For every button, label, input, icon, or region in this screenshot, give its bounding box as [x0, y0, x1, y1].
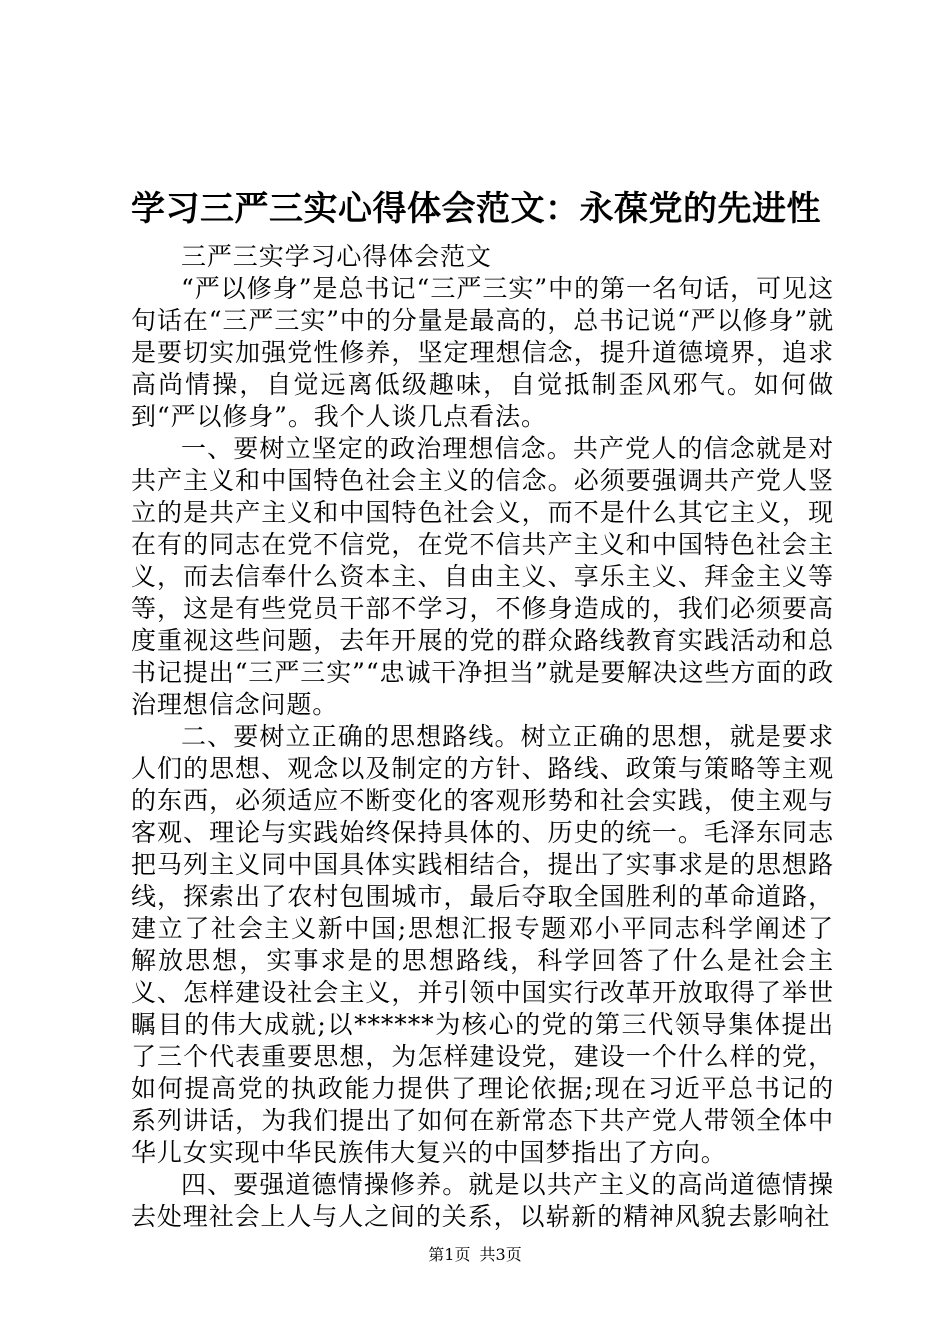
subtitle-paragraph: 三严三实学习心得体会范文 [181, 242, 492, 271]
document-title: 学习三严三实心得体会范文：永葆党的先进性 [131, 189, 821, 229]
section-one-paragraph: 一、要树立坚定的政治理想信念。共产党人的信念就是对共产主义和中国特色社会主义的信念。必须要强调共产党人竖立的是共产主义和中国特色社会义，而不是什么其它主义，现在有的同志在党不信党，在党不信共产主义和中国特色社会主义，而去信奉什么资本主、自由主义、享乐主义、拜金主义等等，这是有些党员干部不学习，不修身造成的，我们必须要高度重视这些问题，去年开展的党的群众路线教育实践活动和总书记提出“三严三实”“忠诚干净担当”就是要解决这些方面的政治理想信念问题。 [131, 434, 834, 719]
section-four-paragraph: 四、要强道德情操修养。就是以共产主义的高尚道德情操去处理社会上人与人之间的关系，以崭新的精神风貌去影响社 [131, 1170, 834, 1231]
document-body [131, 241, 834, 1233]
intro-paragraph: “严以修身”是总书记“三严三实”中的第一名句话，可见这句话在“三严三实”中的分量是最高的，总书记说“严以修身”就是要切实加强党性修养，坚定理想信念，提升道德境界，追求高尚情操，自觉远离低级趣味，自觉抵制歪风邪气。如何做到“严以修身”。我个人谈几点看法。 [131, 274, 834, 431]
page-number: 第1页 [428, 1245, 471, 1264]
page-footer [0, 1244, 950, 1266]
page-total: 共3页 [479, 1245, 522, 1264]
section-two-paragraph: 二、要树立正确的思想路线。树立正确的思想，就是要求人们的思想、观念以及制定的方针、路线、政策与策略等主观的东西，必须适应不断变化的客观形势和社会实践，使主观与客观、理论与实践始终保持具体的、历史的统一。毛泽东同志把马列主义同中国具体实践相结合，提出了实事求是的思想路线，探索出了农村包围城市，最后夺取全国胜利的革命道路，建立了社会主义新中国;思想汇报专题邓小平同志科学阐述了解放思想，实事求是的思想路线，科学回答了什么是社会主义、怎样建设社会主义，并引领中国实行改革开放取得了举世瞩目的伟大成就;以******为核心的党的第三代领导集体提出了三个代表重要思想，为怎样建设党，建设一个什么样的党，如何提高党的执政能力提供了理论依据;现在习近平总书记的系列讲话，为我们提出了如何在新常态下共产党人带领全体中华儿女实现中华民族伟大复兴的中国梦指出了方向。 [131, 722, 834, 1167]
